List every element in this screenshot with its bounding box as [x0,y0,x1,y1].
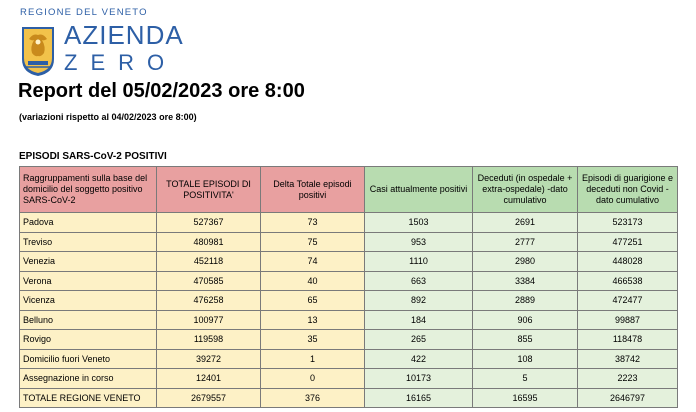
cell-recovered: 99887 [578,310,678,330]
cell-area: Venezia [20,252,157,272]
header-grouping: Raggruppamenti sulla base del domicilio del soggetto positivo SARS-CoV-2 [20,167,157,213]
cell-deceased: 3384 [473,271,578,291]
table-row [20,310,678,330]
table-row [20,291,678,311]
cell-area: Treviso [20,232,157,252]
cell-current-cases: 1503 [365,213,473,233]
logo-azienda-text: AZIENDA [64,20,184,50]
cell-total-episodes: 470585 [157,271,261,291]
table-row [20,271,678,291]
cell-recovered: 466538 [578,271,678,291]
cell-area: Belluno [20,310,157,330]
cell-recovered: 523173 [578,213,678,233]
cell-delta: 40 [261,271,365,291]
cell-current-cases: 16165 [365,388,473,408]
cell-area: Verona [20,271,157,291]
cell-recovered: 38742 [578,349,678,369]
cell-delta: 73 [261,213,365,233]
cell-deceased: 5 [473,369,578,389]
cell-recovered: 477251 [578,232,678,252]
cell-deceased: 906 [473,310,578,330]
table-row [20,349,678,369]
lion-of-saint-mark-icon [20,23,56,77]
section-title: EPISODI SARS-CoV-2 POSITIVI [19,151,167,162]
logo-region-text: REGIONE DEL VENETO [20,7,148,18]
cell-current-cases: 892 [365,291,473,311]
table-row [20,232,678,252]
cell-deceased: 855 [473,330,578,350]
cell-delta: 1 [261,349,365,369]
header-total-episodes: TOTALE EPISODI DI POSITIVITA' [157,167,261,213]
report-subtitle: (variazioni rispetto al 04/02/2023 ore 8:00) [19,112,197,122]
cell-current-cases: 10173 [365,369,473,389]
cell-current-cases: 953 [365,232,473,252]
header-recovered: Episodi di guarigione e deceduti non Covid - dato cumulativo [578,167,678,213]
header-deceased: Deceduti (in ospedale + extra-ospedale) -dato cumulativo [473,167,578,213]
azienda-zero-logo [20,7,240,77]
cell-deceased: 2980 [473,252,578,272]
cell-total-episodes: 119598 [157,330,261,350]
cell-total-episodes: 100977 [157,310,261,330]
cell-recovered: 2223 [578,369,678,389]
cell-total-episodes: 527367 [157,213,261,233]
cell-total-episodes: 480981 [157,232,261,252]
cell-total-episodes: 476258 [157,291,261,311]
header-current-cases: Casi attualmente positivi [365,167,473,213]
cell-deceased: 2691 [473,213,578,233]
cell-current-cases: 1110 [365,252,473,272]
logo-zero-text: ZERO [64,50,178,75]
header-delta: Delta Totale episodi positivi [261,167,365,213]
cell-area: TOTALE REGIONE VENETO [20,388,157,408]
cell-deceased: 108 [473,349,578,369]
cell-area: Rovigo [20,330,157,350]
cell-delta: 35 [261,330,365,350]
table-row [20,388,678,408]
cell-recovered: 448028 [578,252,678,272]
report-title: Report del 05/02/2023 ore 8:00 [18,80,305,102]
cell-recovered: 2646797 [578,388,678,408]
cell-area: Vicenza [20,291,157,311]
cell-delta: 74 [261,252,365,272]
cell-current-cases: 422 [365,349,473,369]
cell-delta: 75 [261,232,365,252]
cell-total-episodes: 452118 [157,252,261,272]
cell-area: Domicilio fuori Veneto [20,349,157,369]
positive-episodes-table [19,166,678,408]
cell-total-episodes: 2679557 [157,388,261,408]
cell-deceased: 2889 [473,291,578,311]
table-row [20,213,678,233]
table-header-row [20,167,678,213]
cell-deceased: 2777 [473,232,578,252]
cell-current-cases: 663 [365,271,473,291]
cell-recovered: 118478 [578,330,678,350]
table-row [20,330,678,350]
cell-delta: 65 [261,291,365,311]
cell-recovered: 472477 [578,291,678,311]
cell-delta: 0 [261,369,365,389]
table-row [20,369,678,389]
table-body [20,213,678,408]
cell-deceased: 16595 [473,388,578,408]
cell-total-episodes: 12401 [157,369,261,389]
cell-total-episodes: 39272 [157,349,261,369]
cell-area: Assegnazione in corso [20,369,157,389]
cell-area: Padova [20,213,157,233]
table-row [20,252,678,272]
cell-delta: 376 [261,388,365,408]
cell-current-cases: 184 [365,310,473,330]
cell-delta: 13 [261,310,365,330]
cell-current-cases: 265 [365,330,473,350]
